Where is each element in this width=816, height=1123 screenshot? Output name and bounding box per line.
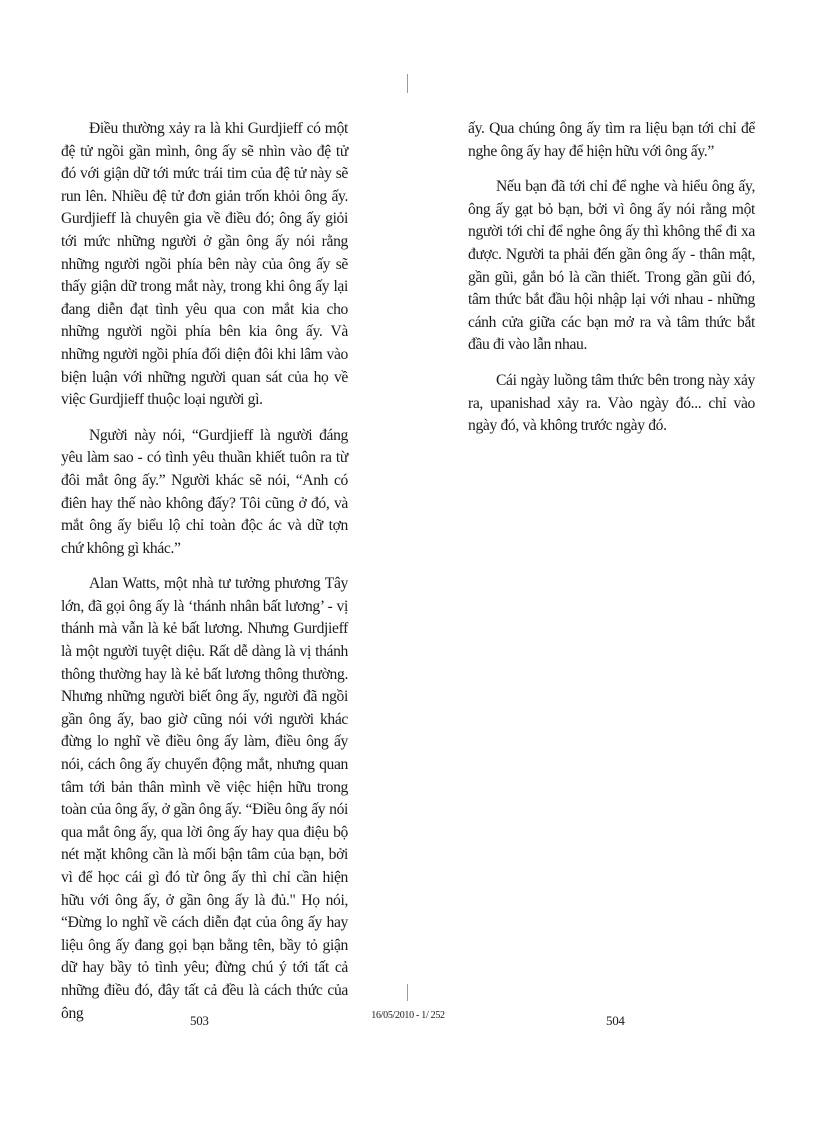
right-paragraph-1: Nếu bạn đã tới chỉ để nghe và hiểu ông ấy, ông ấy gạt bỏ bạn, bởi vì ông ấy nói rằng một người tới chỉ để nghe ông ấy thì không thể đi xa được. Người ta phải đến gần ông ấy - thân mật, gần gũi, gắn bó là cần thiết. Trong gần gũi đó, tâm thức bắt đầu hội nhập lại với nhau - những cánh cửa giữa các bạn mở ra và tâm thức bắt đầu đi vào lẫn nhau. xyxy=(468,178,755,354)
left-page-number: 503 xyxy=(190,1013,209,1028)
left-paragraph-1: Điều thường xảy ra là khi Gurdjieff có một đệ tử ngồi gần mình, ông ấy sẽ nhìn vào đệ tử đó với giận dữ tới mức trái tim của đệ tử này sẽ run lên. Nhiều đệ tử đơn giản trốn khỏi ông ấy. Gurdjieff là chuyên gia về điều đó; ông ấy giỏi tới mức những người ở gần ông ấy nói rằng những người ngồi phía bên này của ông ấy sẽ thấy giận dữ trong mắt này, trong khi ông ấy lại đang diễn đạt tình yêu qua con mắt kia cho những người ngồi phía bên kia ông ấy. Và những người ngồi phía đối diện đôi khi lâm vào biện luận với những người quan sát của họ về việc Gurdjieff thuộc loại người gì. xyxy=(61,120,348,409)
center-fold-mark-bottom xyxy=(407,984,408,1001)
right-paragraph-2: Cái ngày luồng tâm thức bên trong này xảy ra, upanishad xảy ra. Vào ngày đó... chỉ vào ngày đó, và không trước ngày đó. xyxy=(468,371,755,435)
print-date-stamp: 16/05/2010 - 1/ 252 xyxy=(371,1010,445,1021)
right-page-number: 504 xyxy=(606,1013,625,1028)
center-fold-mark-top xyxy=(407,74,408,93)
left-paragraph-3: Alan Watts, một nhà tư tưởng phương Tây lớn, đã gọi ông ấy là ‘thánh nhân bất lương’ - vị thánh mà vẫn là kẻ bất lương. Nhưng Gurdjieff là một người tuyệt diệu. Rất dễ dàng là vị thánh thông thường hay là kẻ bất lương thông thường. Nhưng những người biết ông ấy, người đã ngồi gần ông ấy, bao giờ cũng nói với người khác đừng lo nghĩ về điều ông ấy làm, điều ông ấy nói, cách ông ấy chuyển động mắt, nhưng quan tâm tới bản thân mình về việc hiện hữu trong toàn của ông ấy, ở gần ông ấy. “Điều ông ấy nói qua mắt ông ấy, qua lời ông ấy hay qua điệu bộ nét mặt không cần là mối bận tâm của bạn, bởi vì để học cái gì đó từ ông ấy thì chỉ cần hiện hữu với ông ấy, ở gần ông ấy là đủ." Họ nói, “Đừng lo nghĩ về cách diễn đạt của ông ấy hay liệu ông ấy đang gọi bạn bằng tên, bầy tỏ giận dữ hay bầy tỏ tình yêu; đừng chú ý tới tất cả những điều đó, đây tất cả đều là cách thức của ông xyxy=(61,575,348,1022)
right-continuation-paragraph: ấy. Qua chúng ông ấy tìm ra liệu bạn tới chỉ để nghe ông ấy hay để hiện hữu với ông ấy.” xyxy=(468,120,755,160)
left-page-text xyxy=(61,118,348,1025)
right-page-text xyxy=(468,118,755,451)
left-paragraph-2: Người này nói, “Gurdjieff là người đáng yêu làm sao - có tình yêu thuần khiết tuôn ra từ đôi mắt ông ấy.” Người khác sẽ nói, “Anh có điên hay thế nào không đấy? Tôi cũng ở đó, và mắt ông ấy biểu lộ chỉ toàn độc ác và dữ tợn chứ không gì khác.” xyxy=(61,426,348,557)
